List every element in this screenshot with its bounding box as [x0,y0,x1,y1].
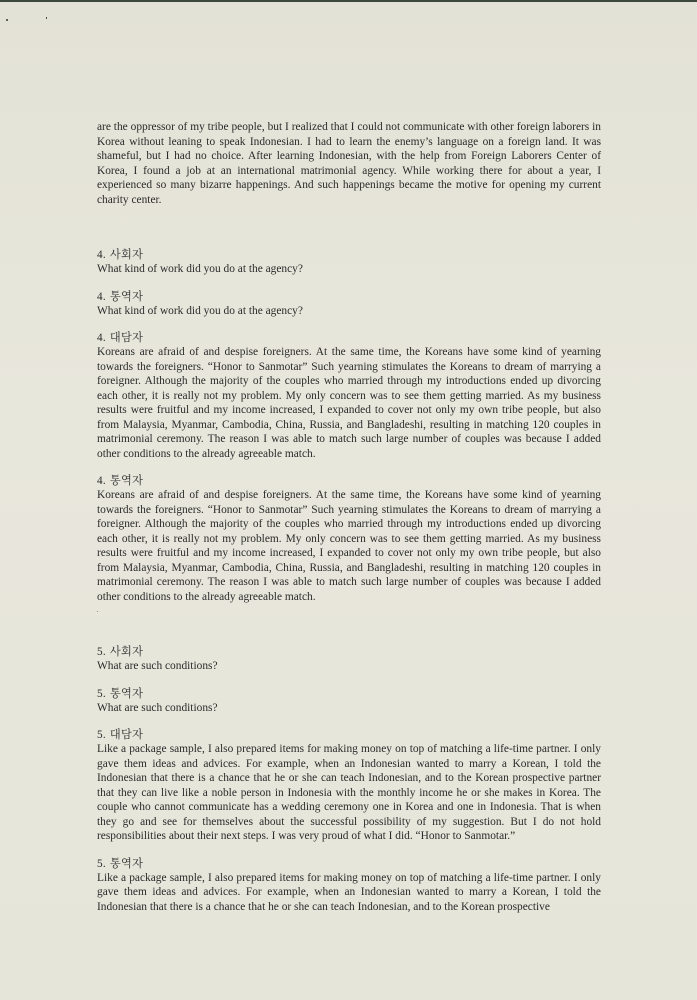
section-number: 5. [97,646,106,658]
scan-speck [46,17,47,19]
speaker-name: 통역자 [109,474,144,487]
section-text: Koreans are afraid of and despise foreigners. At the same time, the Koreans have some kind of yearning towards the foreigners. “Honor to Sanmotar” Such yearning stimulates the Koreans to dream of marrying a foreigner. Although the majority of the couples who married through my introductions ended up divorcing each other, it is really not my problem. My only concern was to see them getting married. As my business results were fruitful and my income increased, I expanded to cover not only my own tribe people, but also from Malaysia, Myanmar, Cambodia, China, Russia, and Bangladeshi, resulting in matching 120 couples in matrimonial ceremony. The reason I was able to match such large number of couples was because I added other conditions to the already agreeable match. [97,346,601,460]
section-number: 4. [97,332,106,344]
speaker-name: 대담자 [109,331,144,344]
section-number: 5. [97,687,106,700]
speaker-label [97,331,601,345]
section-5-interpreter-answer [97,857,601,915]
section-4-interpreter [97,290,601,319]
speaker-label [97,687,601,701]
speaker-label [97,857,601,871]
section-text: What kind of work did you do at the agency? [97,304,303,317]
speaker-name: 통역자 [109,686,144,700]
section-5-interviewee [97,728,601,844]
section-number: 5. [97,857,106,870]
speaker-name: 통역자 [109,856,144,870]
section-number: 4. [97,475,106,487]
speaker-name: 사회자 [109,645,144,658]
section-text: Like a package sample, I also prepared items for making money on top of matching a life-time partner. I only gave them ideas and advices. For example, when an Indonesian wanted to marry a Korean, I told the Indonesian that there is a chance that he or she can teach Indonesian, and to the Korean prospective [97,871,601,913]
intro-paragraph: are the oppressor of my tribe people, but I realized that I could not communicate with other foreign laborers in Korea without leaning to speak Indonesian. I had to learn the enemy’s language on a foreign land. It was shameful, but I had no choice. After learning Indonesian, with the help from Foreign Laborers Center of Korea, I found a job at an international matrimonial agency. While working there for about a year, I experienced so many bizarre happenings. And such happenings became the motive for opening my current charity center. [97,121,601,206]
speaker-label [97,645,601,659]
speaker-name: 통역자 [109,289,144,303]
section-text: What are such conditions? [97,660,218,672]
section-4-interviewee [97,331,601,461]
scan-speck [6,19,8,21]
section-text: What are such conditions? [97,701,218,714]
speaker-name: 사회자 [109,248,144,261]
document-body [97,120,601,914]
speaker-label [97,474,601,488]
section-text: Like a package sample, I also prepared items for making money on top of matching a life-time partner. I only gave them ideas and advices. For example, when an Indonesian wanted to marry a Korean, I told the Indonesian that there is a chance that he or she can teach Indonesian, and to the Korean prospective partner that they can live like a noble person in Indonesia with the monthly income he or she makes in Korea. The couple who cannot communicate has a wedding ceremony one in Korea and one in Indonesia. That is when they go and see for themselves about the successful possibility of my suggestion. But I do not hold responsibilities about their next steps. I was very proud of what I did. “Honor to Sanmotar.” [97,743,601,842]
section-number: 4. [97,249,106,261]
speaker-label [97,290,601,304]
section-number: 4. [97,290,106,303]
section-number: 5. [97,729,106,741]
speaker-label [97,248,601,262]
section-4-interpreter-answer [97,474,601,604]
speaker-name: 대담자 [109,728,144,741]
section-text: What kind of work did you do at the agency? [97,263,303,275]
section-4-moderator [97,248,601,277]
section-5-moderator [97,645,601,674]
section-text: Koreans are afraid of and despise foreigners. At the same time, the Koreans have some kind of yearning towards the foreigners. “Honor to Sanmotar” Such yearning stimulates the Koreans to dream of marrying a foreigner. Although the majority of the couples who married through my introductions ended up divorcing each other, it is really not my problem. My only concern was to see them getting married. As my business results were fruitful and my income increased, I expanded to cover not only my own tribe people, but also from Malaysia, Myanmar, Cambodia, China, Russia, and Bangladeshi, resulting in matching 120 couples in matrimonial ceremony. The reason I was able to match such large number of couples was because I added other conditions to the already agreeable match. [97,489,601,603]
speaker-label [97,728,601,742]
section-5-interpreter [97,687,601,716]
